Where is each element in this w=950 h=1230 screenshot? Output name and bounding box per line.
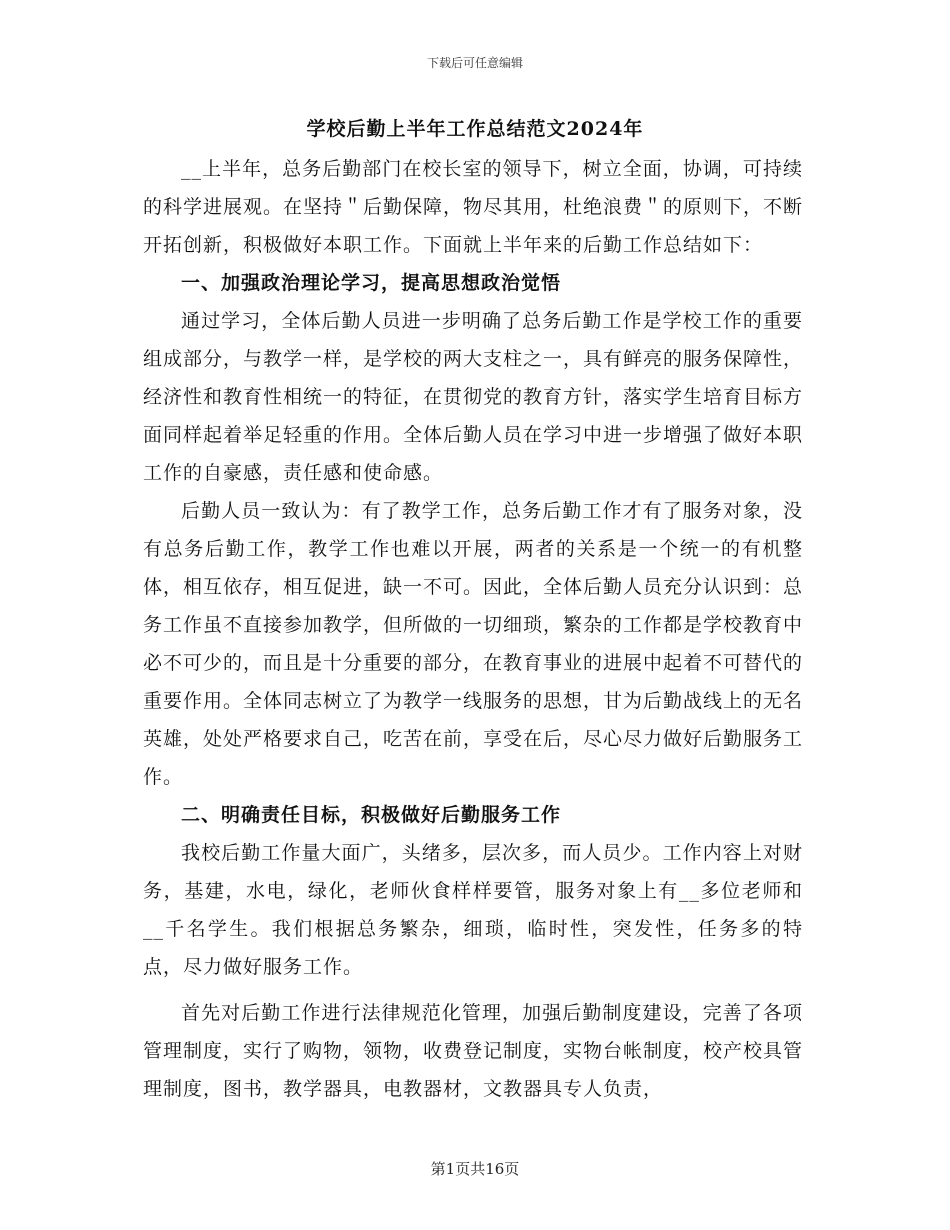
paragraph-management: 首先对后勤工作进行法律规范化管理，加强后勤制度建设，完善了各项管理制度，实行了购物，领物，收费登记制度，实物台帐制度，校产校具管理制度，图书，教学器具，电教器材，文教器具专人负责， — [143, 1002, 804, 1100]
paragraph-workload: 我校后勤工作量大面广，头绪多，层次多，而人员少。工作内容上对财务，基建，水电，绿化，老师伙食样样要管，服务对象上有__多位老师和__千名学生。我们根据总务繁杂，细琐，临时性，突发性，任务多的特点，尽力做好服务工作。 — [143, 842, 803, 978]
section-heading-2: 二、明确责任目标，积极做好后勤服务工作 — [181, 804, 562, 826]
section-heading-1: 一、加强政治理论学习，提高思想政治觉悟 — [181, 272, 562, 294]
paragraph-intro: __上半年，总务后勤部门在校长室的领导下，树立全面，协调，可持续的科学进展观。在坚持＂后勤保障，物尽其用，杜绝浪费＂的原则下，不断开拓创新，积极做好本职工作。下面就上半年来的后勤工作总结如下： — [143, 158, 804, 256]
page-footer: 第1页共16页 — [430, 1160, 520, 1178]
document-title: 学校后勤上半年工作总结范文2024年 — [306, 118, 644, 140]
document-body — [143, 150, 803, 1108]
paragraph-study: 通过学习，全体后勤人员进一步明确了总务后勤工作是学校工作的重要组成部分，与教学一样，是学校的两大支柱之一，具有鲜亮的服务保障性，经济性和教育性相统一的特征，在贯彻党的教育方针，落实学生培育目标方面同样起着举足轻重的作用。全体后勤人员在学习中进一步增强了做好本职工作的自豪感，责任感和使命感。 — [143, 310, 804, 484]
paragraph-consensus: 后勤人员一致认为：有了教学工作，总务后勤工作才有了服务对象，没有总务后勤工作，教学工作也难以开展，两者的关系是一个统一的有机整体，相互依存，相互促进，缺一不可。因此，全体后勤人员充分认识到：总务工作虽不直接参加教学，但所做的一切细琐，繁杂的工作都是学校教育中必不可少的，而且是十分重要的部分，在教育事业的进展中起着不可替代的重要作用。全体同志树立了为教学一线服务的思想，甘为后勤战线上的无名英雄，处处严格要求自己，吃苦在前，享受在后，尽心尽力做好后勤服务工作。 — [143, 500, 804, 788]
header-note: 下载后可任意编辑 — [426, 56, 523, 70]
